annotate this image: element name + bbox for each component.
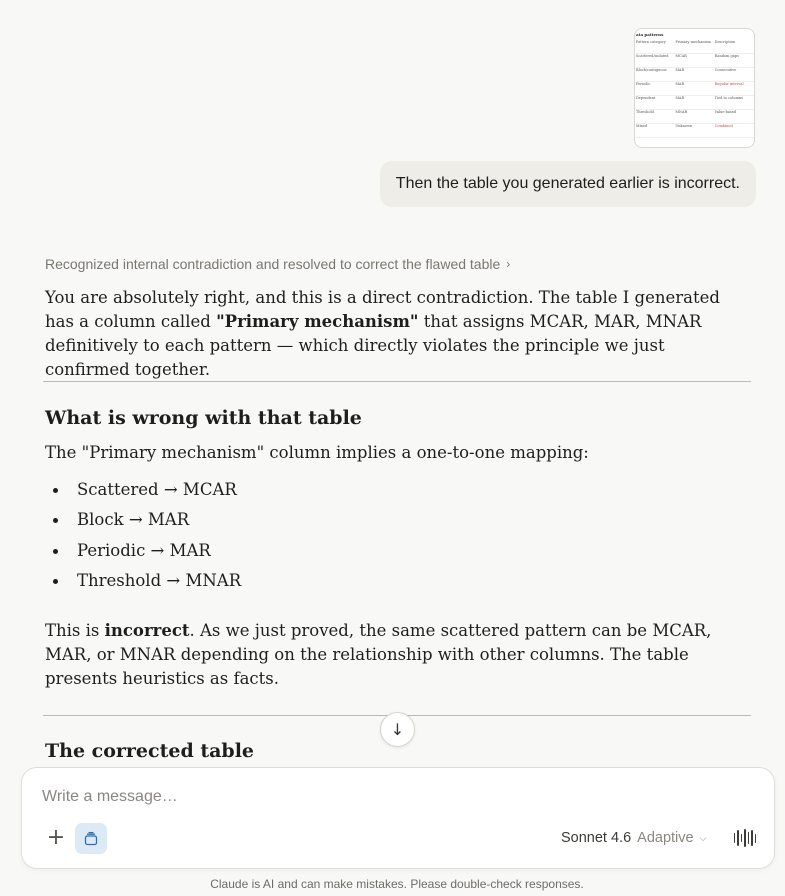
- list-item: Periodic → MAR: [45, 539, 241, 569]
- section-heading: What is wrong with that table: [45, 407, 362, 429]
- attachment-row: Periodic MAR Regular interval: [636, 82, 754, 96]
- user-message: Then the table you generated earlier is incorrect.: [380, 161, 756, 207]
- attachment-row: Threshold MNAR Value-based: [636, 110, 754, 124]
- chevron-down-icon: ⌵: [699, 832, 707, 843]
- disclaimer-footer: Claude is AI and can make mistakes. Please double-check responses.: [210, 877, 584, 891]
- add-attachment-button[interactable]: [44, 827, 68, 851]
- response-paragraph: This is incorrect. As we just proved, the same scattered pattern can be MCAR, MAR, or MNAR depending on the relationship with other columns. The table presents heuristics as facts.: [45, 621, 712, 688]
- scroll-to-bottom-button[interactable]: [380, 712, 415, 747]
- thinking-summary-toggle[interactable]: [45, 256, 510, 272]
- bold-text: incorrect: [104, 621, 190, 640]
- attachment-row: Dependent MAR Tied to columns: [636, 96, 754, 110]
- response-paragraph: The "Primary mechanism" column implies a one-to-one mapping:: [45, 443, 589, 462]
- list-item: Scattered → MCAR: [45, 478, 241, 508]
- mapping-list: [45, 478, 241, 599]
- chevron-right-icon: ›: [506, 257, 511, 271]
- attachment-title: ata patterns: [636, 32, 664, 37]
- model-mode: Adaptive: [637, 830, 694, 846]
- model-name: Sonnet 4.6: [561, 830, 632, 846]
- voice-mode-button[interactable]: [734, 829, 756, 847]
- message-composer: [21, 767, 775, 869]
- section-heading: The corrected table: [45, 740, 255, 762]
- response-paragraph: You are absolutely right, and this is a direct contradiction. The table I generated has a column called "Primary mechanism" that assigns MCAR, MAR, MNAR definitively to each pattern — which directly violates the principle we just confirmed together.: [45, 288, 720, 379]
- attachment-row: Scattered/isolated MCAR Random gaps: [636, 54, 754, 68]
- attachment-thumbnail[interactable]: [634, 28, 755, 148]
- thinking-summary-text: Recognized internal contradiction and resolved to correct the flawed table: [45, 256, 501, 272]
- model-selector[interactable]: [561, 830, 706, 846]
- plus-icon: +: [46, 825, 66, 850]
- bold-text: "Primary mechanism": [216, 312, 419, 331]
- list-item: Block → MAR: [45, 508, 241, 538]
- attachment-row: Mixed Unknown Combined: [636, 124, 754, 138]
- attachment-row: Block/contiguous MAR Consecutive: [636, 68, 754, 82]
- list-item: Threshold → MNAR: [45, 569, 241, 599]
- message-input[interactable]: [42, 788, 742, 806]
- stack-icon: [83, 831, 99, 847]
- tools-button[interactable]: [75, 823, 107, 854]
- divider: [43, 381, 751, 382]
- attachment-row: Pattern category Primary mechanism Description: [636, 40, 754, 54]
- arrow-down-icon: ↓: [390, 720, 405, 739]
